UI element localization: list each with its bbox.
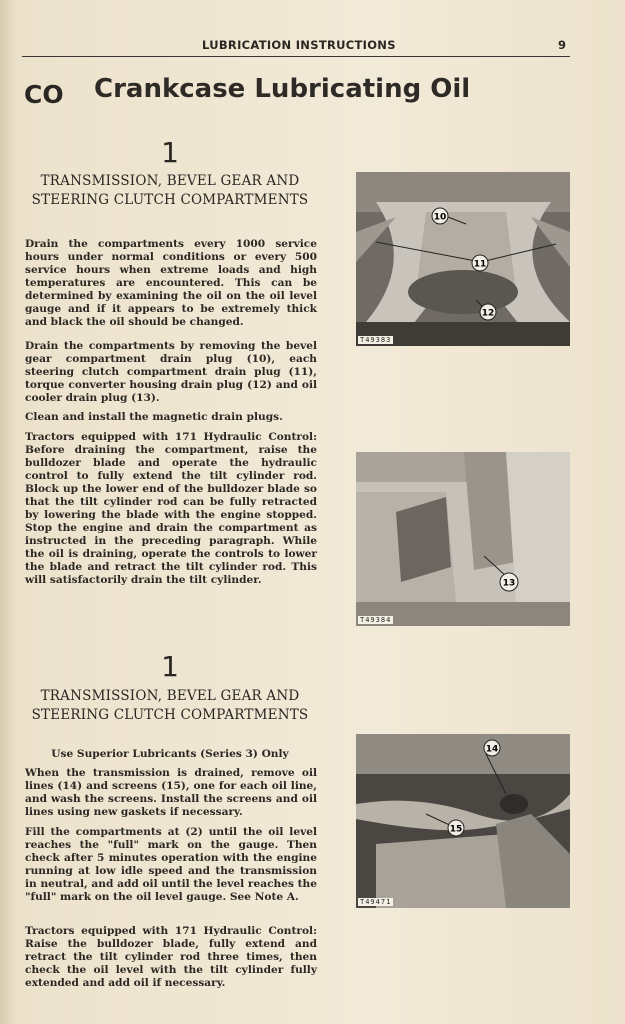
photo-drain-plugs [356, 172, 570, 346]
paragraph: Drain the compartments by removing the bevel gear compartment drain plug (10), each steering clutch compartment drain plug (11), torque converter housing drain plug (12) and oil cooler drain plug (13). [25, 340, 317, 404]
callout-14 [484, 740, 500, 756]
paragraph: Tractors equipped with 171 Hydraulic Control: Before draining the compartment, raise the bulldozer blade and operate the hydraulic control to fully extend the tilt cylinder rod. Block up the lower end of the bulldozer blade so that the tilt cylinder rod can be fully retracted by lowering the blade with the engine stopped. Stop the engine and drain the compartment as instructed in the preceding paragraph. While the oil is draining, operate the controls to lower the blade and retract the tilt cylinder rod. This will satisfactorily drain the tilt cylinder. [25, 431, 317, 586]
page-number: 9 [557, 38, 566, 52]
callout-10 [432, 208, 448, 224]
photo-drain-plugs-image [356, 172, 570, 346]
paragraph: When the transmission is drained, remove oil lines (14) and screens (15), one for each oil line, and wash the screens. Install the screens and oil lines using new gaskets if necessary. [25, 767, 317, 818]
section-title: Crankcase Lubricating Oil [94, 74, 471, 104]
callout-13 [500, 573, 518, 591]
photo-code: T49471 [360, 898, 392, 906]
photo-oil-cooler-plug-image [356, 452, 570, 626]
photo-code: T49383 [360, 336, 392, 344]
paragraph: Fill the compartments at (2) until the oil level reaches the "full" mark on the gauge. Then check after 5 minutes operation with the engine running at low idle speed and the transmission in neutral, and add oil until the level reaches the "full" mark on the oil level gauge. See Note A. [25, 826, 317, 903]
item-heading: TRANSMISSION, BEVEL GEAR AND STEERING CLUTCH COMPARTMENTS [31, 173, 309, 208]
item-subheading: Use Superior Lubricants (Series 3) Only [51, 748, 289, 760]
photo-oil-cooler-plug [356, 452, 570, 626]
callout-12 [480, 304, 496, 320]
photo-oil-lines-screens-image [356, 734, 570, 908]
svg-text:13: 13 [502, 578, 516, 589]
svg-text:12: 12 [481, 308, 495, 319]
photo-oil-lines-screens [356, 734, 570, 908]
callout-15 [448, 820, 464, 836]
svg-text:15: 15 [449, 824, 463, 835]
paragraph: Drain the compartments every 1000 service hours under normal conditions or every 500 service hours when extreme loads and high temperatures are encountered. This can be determined by examining the oil on the oil level gauge and if it appears to be extremely thick and black the oil should be changed. [25, 238, 317, 328]
paragraph: Clean and install the magnetic drain plugs. [25, 411, 283, 423]
section-code: CO [24, 80, 64, 109]
item-number: 1 [161, 136, 179, 169]
item-heading: TRANSMISSION, BEVEL GEAR AND STEERING CLUTCH COMPARTMENTS [31, 688, 309, 723]
item-number: 1 [161, 650, 179, 683]
callout-11 [472, 255, 488, 271]
running-header [22, 38, 570, 57]
header-title: LUBRICATION INSTRUCTIONS [202, 38, 396, 52]
svg-text:11: 11 [473, 259, 487, 270]
svg-text:10: 10 [433, 212, 447, 223]
paragraph: Tractors equipped with 171 Hydraulic Control: Raise the bulldozer blade, fully extend and retract the tilt cylinder rod three times, then check the oil level with the tilt cylinder fully extended and add oil if necessary. [25, 925, 317, 989]
svg-text:14: 14 [485, 744, 499, 755]
photo-code: T49384 [360, 616, 392, 624]
